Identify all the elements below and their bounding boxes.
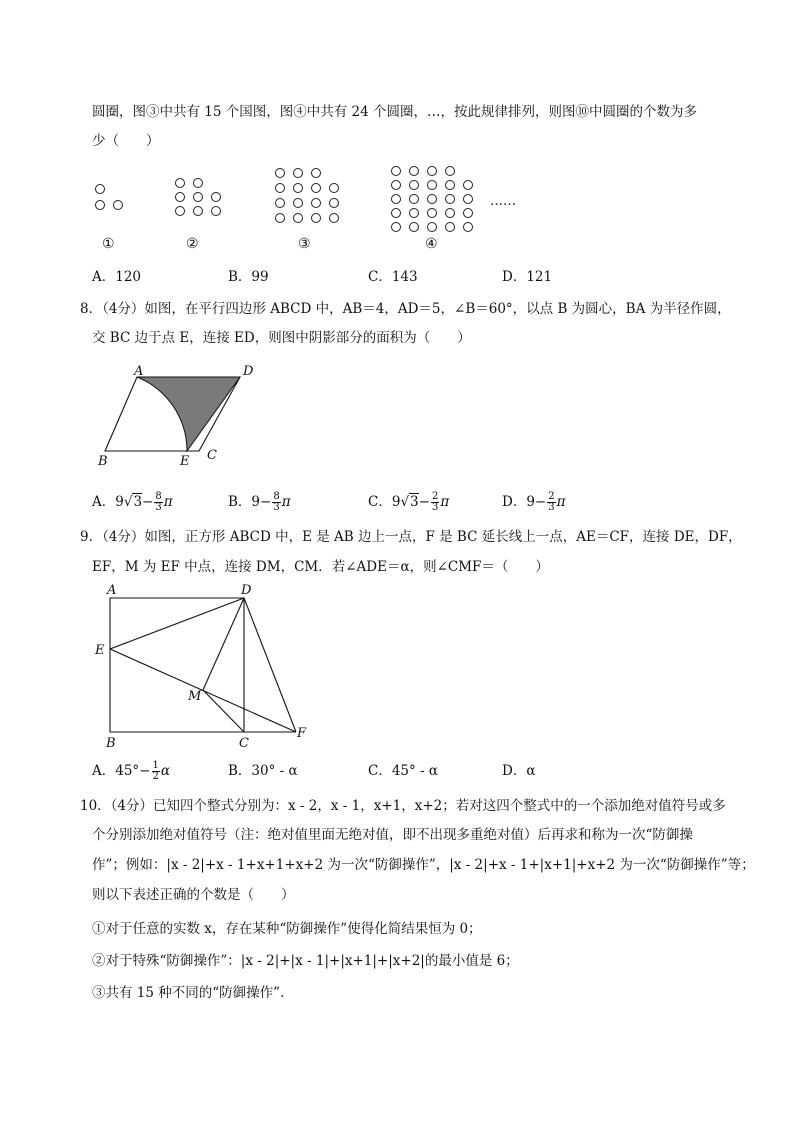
q9-stem-line1: 9．（4分）如图，正方形 ABCD 中，E 是 AB 边上一点，F 是 BC 延长线上一点，AE＝CF，连接 DE，DF，: [80, 529, 742, 545]
q9-option-c: C．45° - α: [368, 763, 439, 779]
q10-stem-line1: 10．（4分）已知四个整式分别为：x - 2，x - 1，x+1，x+2；若对这四个整式中的一个添加绝对值符号或多: [80, 798, 726, 814]
q7-option-b: B．99: [228, 269, 269, 285]
q7-stem-line1: 圆圈，图③中共有 15 个国图，图④中共有 24 个圆圈，…，按此规律排列，则图⑩中圆圈的个数为多: [92, 104, 698, 120]
q8-option-b: B．9− $\frac{8}{3}$ π: [228, 491, 291, 513]
q9-label-d: D: [241, 583, 252, 598]
q7-fig-label-4: ④: [425, 236, 438, 252]
q8-option-c: C．9√3− $\frac{2}{3}$ π: [368, 491, 450, 513]
q9-option-b: B．30° - α: [228, 763, 298, 779]
q8-option-a: A．9√3− $\frac{8}{3}$ π: [92, 491, 173, 513]
q10-stem-line2: 个分别添加绝对值符号（注：绝对值里面无绝对值，即不出现多重绝对值）后再求和称为一次“防御操: [92, 827, 693, 843]
q7-stem-line2: 少（ ）: [92, 133, 160, 149]
q8-label-e: E: [180, 454, 190, 469]
q9-label-m: M: [188, 689, 202, 704]
q7-fig-label-1: ①: [102, 236, 115, 252]
q9-label-b: B: [106, 736, 116, 751]
q8-label-b: B: [98, 454, 108, 469]
q9-option-a: A．45°− $\frac{1}{2}$ α: [92, 760, 170, 782]
q9-stem-line2: EF，M 为 EF 中点，连接 DM，CM．若∠ADE＝α，则∠CMF＝（ ）: [92, 559, 549, 575]
q7-option-d: D．121: [502, 269, 553, 285]
q10-statement-2: ②对于特殊“防御操作”：|x - 2|+|x - 1|+|x+1|+|x+2|的最小值是 6；: [92, 953, 519, 969]
q8-stem-line2: 交 BC 边于点 E，连接 ED，则图中阴影部分的面积为（ ）: [92, 330, 471, 346]
q9-square-figure: [100, 590, 310, 740]
q8-label-d: D: [243, 364, 254, 379]
q7-ellipsis: ……: [490, 194, 516, 209]
q9-label-e: E: [95, 643, 105, 658]
q9-label-a: A: [107, 583, 117, 598]
q8-label-c: C: [207, 448, 217, 463]
q8-stem-line1: 8．（4分）如图，在平行四边形 ABCD 中，AB＝4，AD＝5，∠B＝60°，以点 B 为圆心，BA 为半径作圆，: [80, 301, 731, 317]
q8-parallelogram-figure: [95, 365, 255, 465]
q7-circle-pattern-figure: [88, 165, 528, 235]
q7-option-a: A．120: [92, 269, 142, 285]
q7-fig-label-3: ③: [298, 236, 311, 252]
q9-label-f: F: [297, 726, 307, 741]
q9-label-c: C: [239, 736, 249, 751]
q10-stem-line3: 作”；例如：|x - 2|+x - 1+x+1+x+2 为一次“防御操作”，|x - 2|+x - 1+|x+1|+x+2 为一次“防御操作”等；: [92, 857, 755, 873]
q8-label-a: A: [134, 364, 144, 379]
q10-statement-3: ③共有 15 种不同的“防御操作”.: [92, 985, 285, 1001]
q7-option-c: C．143: [368, 269, 418, 285]
q10-stem-line4: 则以下表述正确的个数是（ ）: [92, 887, 295, 903]
q8-option-d: D．9− $\frac{2}{3}$ π: [502, 491, 566, 513]
q9-option-d: D．α: [502, 763, 536, 779]
q10-statement-1: ①对于任意的实数 x，存在某种“防御操作”使得化简结果恒为 0；: [92, 921, 482, 937]
q7-fig-label-2: ②: [186, 236, 199, 252]
